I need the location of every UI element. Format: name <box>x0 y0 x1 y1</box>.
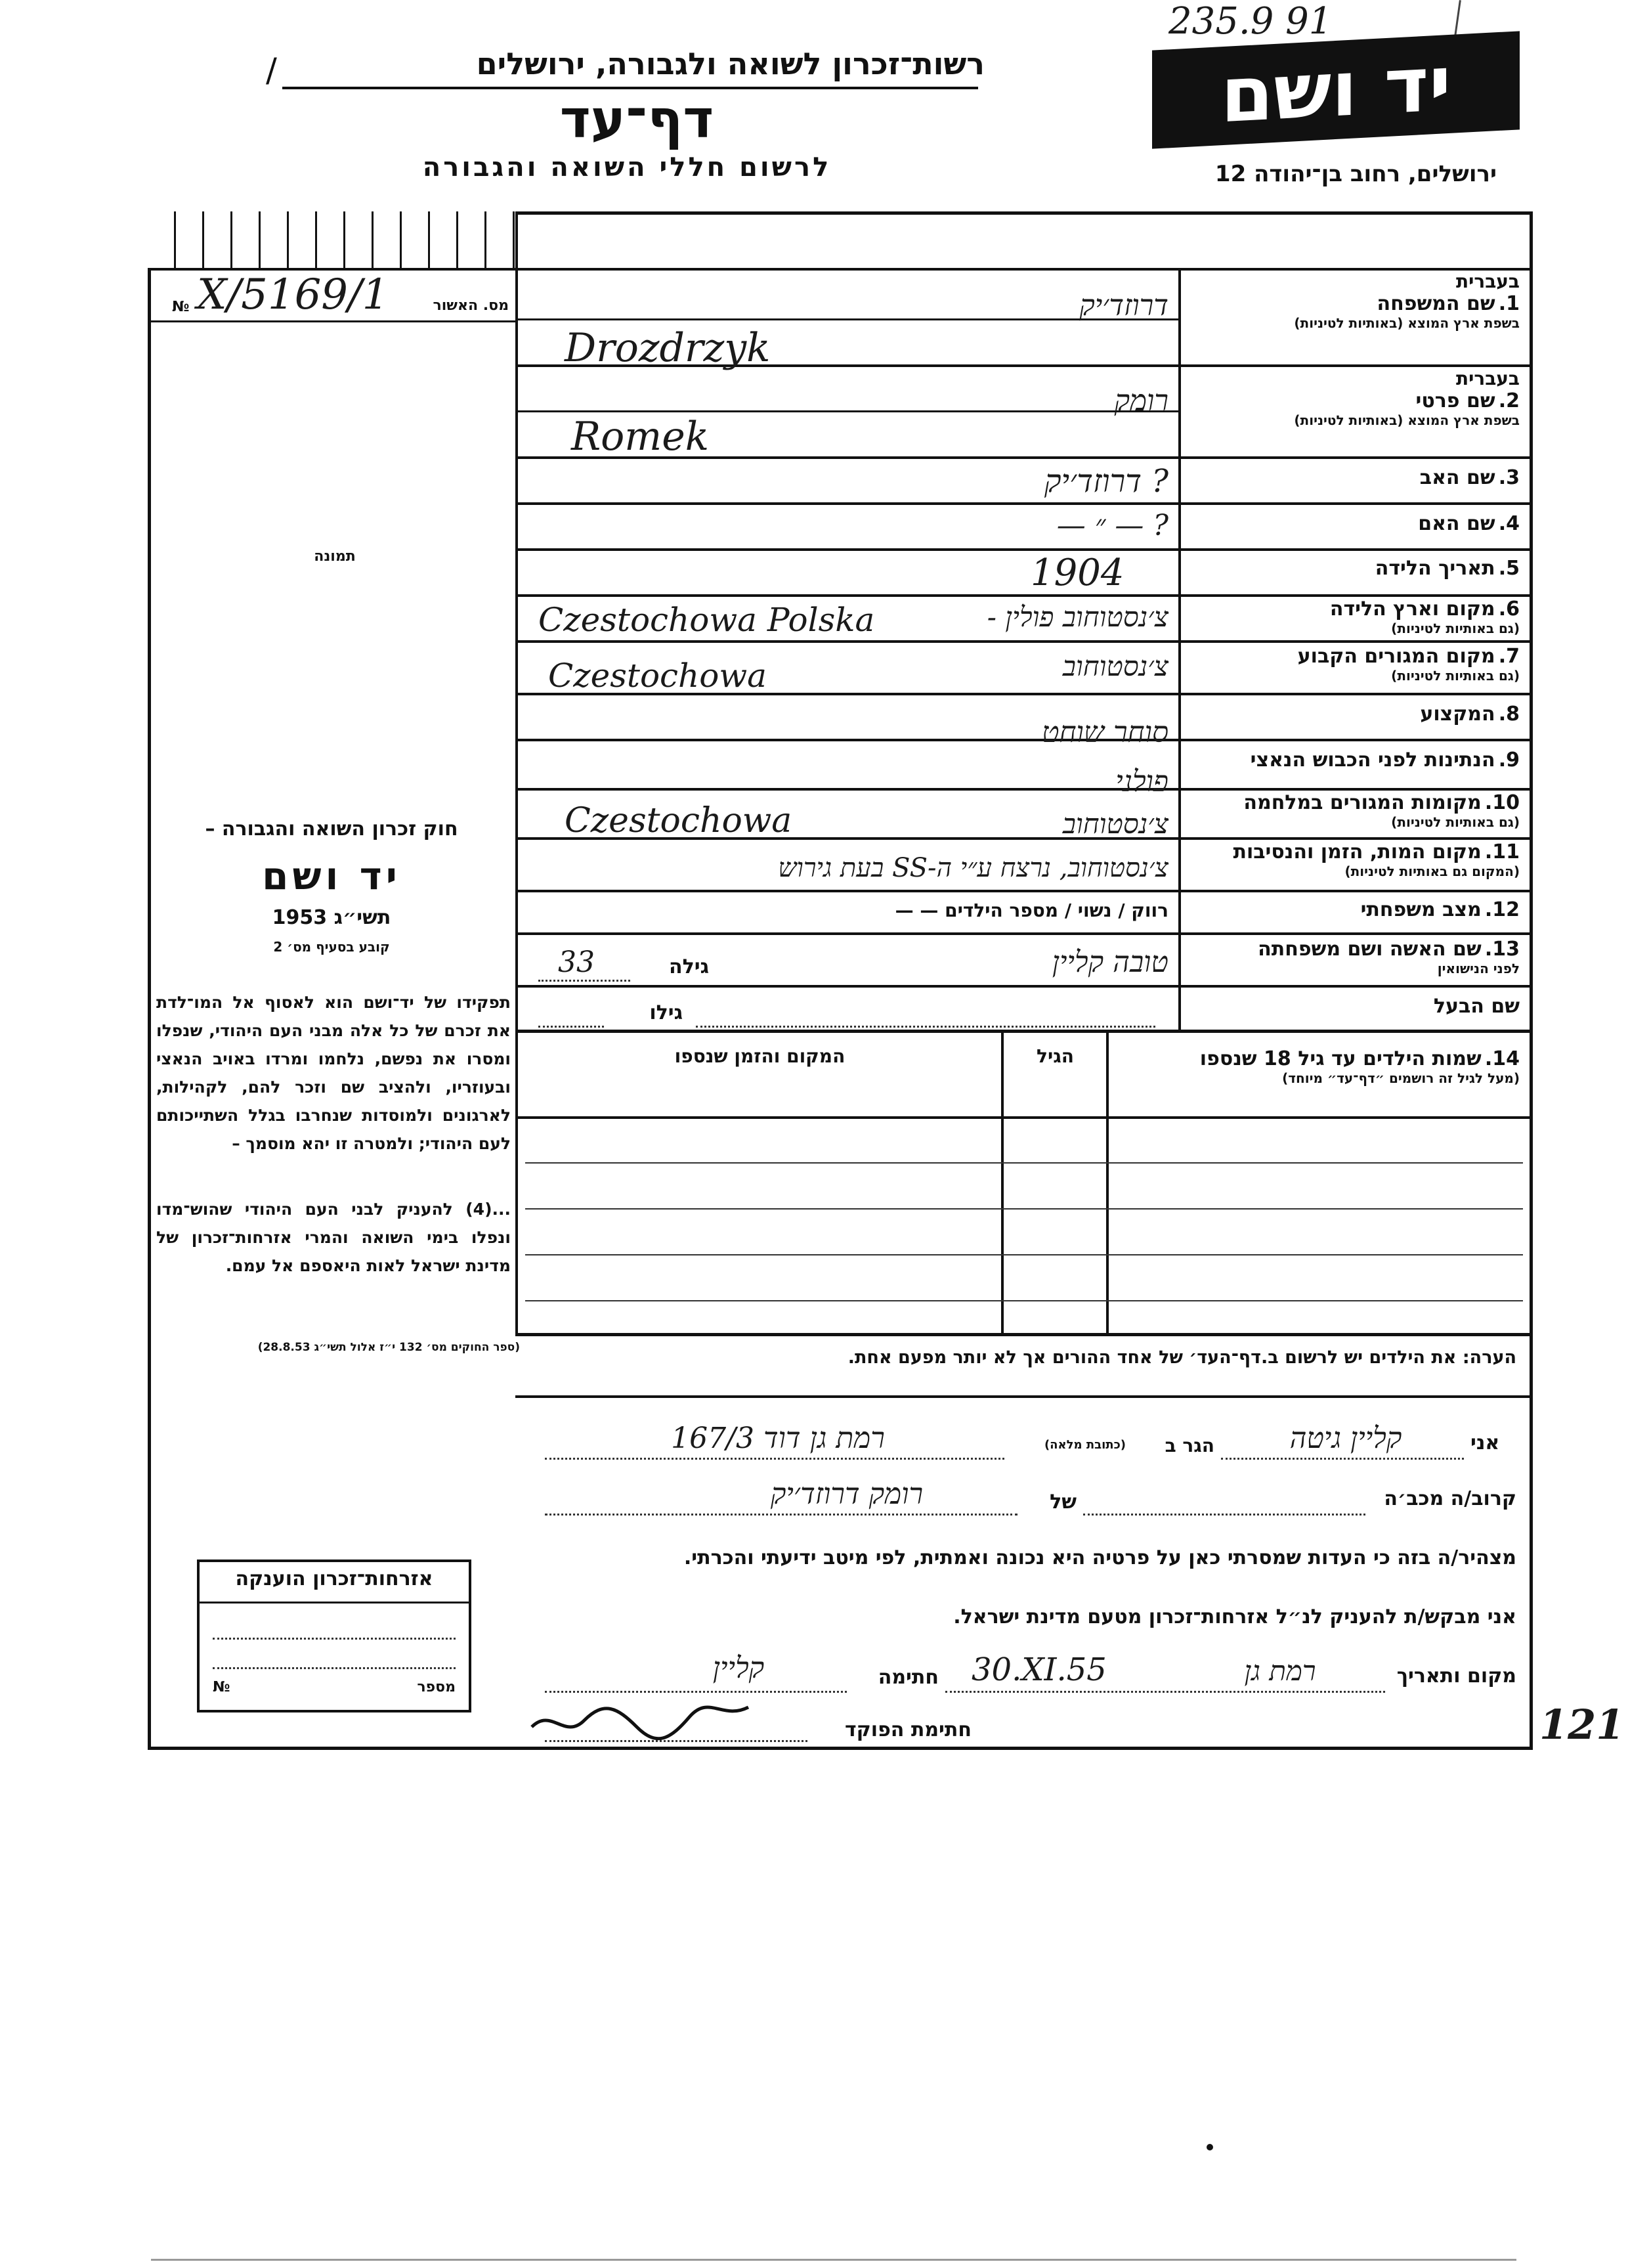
field-death-label: מקום המות, הזמן והנסיבות <box>1233 840 1482 863</box>
field-surname-sub: בשפת ארץ המוצא (באותיות לטיניות) <box>1294 315 1520 331</box>
field-mother-label: שם האם <box>1418 512 1495 535</box>
wartime-hebrew-value: צ׳נסטוחוב <box>1062 808 1168 840</box>
children-label: שמות הילדים עד גיל 18 שנספו <box>1199 1047 1482 1070</box>
field-profession-label: המקצוע <box>1420 703 1495 726</box>
children-col-age: הגיל <box>1037 1045 1074 1067</box>
decl-relative-value: רומק דרוזד׳יק <box>770 1477 924 1511</box>
children-sub: (מעל לגיל זה רושמים ״דף־עד״ מיוחד) <box>1282 1070 1520 1086</box>
citizenship-no-sign: № <box>213 1679 230 1695</box>
wife-value: טובה קליין <box>1052 946 1168 979</box>
frame-right <box>1530 211 1533 1748</box>
decl-ani: אני <box>1470 1431 1500 1454</box>
field-surname-lang: בעברית <box>1455 271 1520 292</box>
decl-name-value: קליין גיטה <box>1289 1422 1402 1455</box>
archive-number: 235.9 91 <box>1168 0 1333 43</box>
field-marital-label: מצב משפחתי <box>1360 898 1482 921</box>
stray-dot <box>1207 2144 1213 2150</box>
wartime-latin-value: Czestochowa <box>565 801 792 840</box>
field-nationality-num: 9. <box>1498 749 1520 772</box>
decl-place-date-label: מקום ותאריך <box>1396 1665 1516 1688</box>
field-firstname-sub: בשפת ארץ המוצא (באותיות לטיניות) <box>1294 412 1520 428</box>
field-nationality <box>1185 749 1520 772</box>
husband-age-label: גילו <box>649 1001 683 1024</box>
photo-label: תמונה <box>314 548 356 565</box>
yad-vashem-logo <box>1152 31 1520 148</box>
children-row-4 <box>525 1300 1523 1301</box>
children-row-1 <box>525 1162 1523 1164</box>
scan-edge-line <box>151 2259 1516 2261</box>
field-surname-label: שם המשפחה <box>1377 292 1495 315</box>
birthplace-hebrew-value: צ׳נסטוחוב פולין - <box>987 601 1168 633</box>
decl-shel: של <box>1050 1491 1077 1514</box>
nationality-value: פולני <box>1115 765 1168 798</box>
field-wife-label: שם האשה ושם משפחתה <box>1258 938 1482 961</box>
field-nationality-label: הנתינות לפני הכבוש הנאצי <box>1250 749 1495 772</box>
citizenship-divider <box>200 1602 469 1603</box>
field-mother <box>1185 512 1520 535</box>
field-birthdate-num: 5. <box>1498 557 1520 580</box>
decl-relation-dotted <box>1083 1514 1365 1516</box>
firstname-hebrew-value: רומק <box>1114 384 1168 418</box>
husband-name-dotted <box>696 1026 1155 1028</box>
field-wartime-label: מקומות המגורים במלחמה <box>1243 791 1482 814</box>
approval-label: מס. האשור <box>433 297 509 314</box>
field-residence <box>1185 645 1520 684</box>
field-father-num: 3. <box>1498 466 1520 489</box>
left-panel-divider <box>515 211 518 1334</box>
wife-age-dotted <box>538 980 630 982</box>
address: ירושלים, רחוב בן־יהודה 12 <box>1214 161 1497 187</box>
field-profession <box>1185 703 1520 726</box>
decl-relative-dotted <box>545 1514 1018 1516</box>
field-death-num: 11. <box>1484 840 1520 863</box>
authority-line: רשות־זכרון לשואה ולגבורה, ירושלים <box>476 46 985 81</box>
residence-hebrew-value: צ׳נסטוחוב <box>1062 650 1168 682</box>
field-firstname-lang: בעברית <box>1455 368 1520 389</box>
row-husband-end-line <box>515 1030 1533 1033</box>
law-source: (ספר החוקים מס׳ 132 י״ז אלול תשי״ג 28.8.53) <box>257 1341 520 1354</box>
field-residence-label: מקום המגורים הקבוע <box>1297 645 1495 668</box>
residence-latin-value: Czestochowa <box>548 657 767 695</box>
field-wartime-num: 10. <box>1484 791 1520 814</box>
field-father <box>1185 466 1520 489</box>
law-year: תשי״ג 1953 <box>272 906 391 929</box>
birthplace-latin-value: Czestochowa Polska <box>538 601 875 639</box>
field-mother-num: 4. <box>1498 512 1520 535</box>
top-strip-cells <box>148 211 515 268</box>
wife-age-label: גילה <box>669 955 709 978</box>
row3-end-line <box>515 502 1533 505</box>
row13-end-line <box>515 985 1533 988</box>
field-firstname-label: שם פרטי <box>1415 389 1495 412</box>
field-father-label: שם האב <box>1419 466 1495 489</box>
form-subtitle: לרשום חללי השואה והגבורה <box>422 152 832 183</box>
field-marital <box>1185 898 1520 921</box>
decl-date-value: 30.XI.55 <box>972 1651 1107 1688</box>
note-label: הערה: <box>1462 1347 1516 1368</box>
row11-end-line <box>515 890 1533 892</box>
decl-officer-label: חתימת הפוקד <box>845 1718 972 1741</box>
husband-age-dotted <box>538 1026 604 1028</box>
field-birthdate-label: תאריך הלידה <box>1375 557 1495 580</box>
row12-end-line <box>515 932 1533 935</box>
note <box>591 1347 1516 1368</box>
marital-value: רווק / נשוי / מספר הילדים — — <box>895 900 1168 921</box>
approval-line <box>148 320 515 322</box>
children-name-divider <box>1106 1030 1109 1335</box>
frame-bottom <box>148 1747 1533 1750</box>
birthdate-value: 1904 <box>1031 552 1125 594</box>
firstname-latin-value: Romek <box>571 414 710 460</box>
field-wife-sub: לפני הנישואין <box>1437 961 1520 976</box>
law-name: יד ושם <box>262 854 401 898</box>
citizenship-title: אזרחות־זכרון הוענקה <box>235 1567 433 1590</box>
law-text-2: ...(4) להעניק לבני העם היהודי שהוש־מדו ונפלו בימי השואה והמרי אזרחות־זכרון של מדינת ישראל לאות היאספם אל עמם. <box>156 1200 511 1275</box>
field-residence-sub: (גם באותיות לטיניות) <box>1391 668 1520 684</box>
field-firstname <box>1185 368 1520 428</box>
field-birthplace-label: מקום וארץ הלידה <box>1329 598 1495 621</box>
field-firstname-num: 2. <box>1498 389 1520 412</box>
field-birthplace-sub: (גם באותיות לטיניות) <box>1391 621 1520 636</box>
decl-statement: מצהיר/ה בזה כי העדות שמסרתי כאן על פרטיה היא נכונה ואמתית, לפי מיטב ידיעתי והכרתי. <box>683 1546 1516 1569</box>
frame-left <box>148 211 151 1748</box>
children-header-line <box>515 1116 1533 1119</box>
decl-name-dotted <box>1221 1458 1464 1460</box>
profession-value: סוחר שוחט <box>1042 716 1168 749</box>
children-age-divider <box>1001 1030 1004 1335</box>
note-bottom-line <box>515 1395 1533 1398</box>
approval-value: X/5169/1 <box>197 271 389 319</box>
field-profession-num: 8. <box>1498 703 1520 726</box>
field-surname-num: 1. <box>1498 292 1520 315</box>
row6-end-line <box>515 640 1533 643</box>
decl-address-hint: (כתובת מלאה) <box>1044 1438 1126 1452</box>
form-title: דף־עד <box>559 89 714 150</box>
death-value: צ׳נסטוחוב, נרצח ע״י ה-SS בעת גירוש <box>778 853 1168 883</box>
citizenship-line-2 <box>213 1667 456 1669</box>
field-residence-num: 7. <box>1498 645 1520 668</box>
mother-value: ? — ״ — <box>1056 509 1168 542</box>
decl-signature-value: קליין <box>712 1651 765 1685</box>
field-husband-label: שם הבעל <box>1433 995 1520 1018</box>
decl-address-value: רמת גן דוד 167/3 <box>671 1422 885 1455</box>
slash-mark: / <box>266 51 277 89</box>
children-num: 14. <box>1484 1047 1520 1070</box>
row5-end-line <box>515 594 1533 597</box>
field-marital-num: 12. <box>1484 898 1520 921</box>
page-number: 121 <box>1539 1701 1625 1749</box>
decl-request: אני מבקש/ת להעניק לנ״ל אזרחות־זכרון מטעם מדינת ישראל. <box>953 1605 1516 1628</box>
decl-signature-label: חתימה <box>878 1666 939 1689</box>
citizenship-box <box>197 1559 471 1712</box>
citizenship-number-label: מספר <box>417 1679 456 1695</box>
children-row-3 <box>525 1254 1523 1255</box>
field-birthdate <box>1185 557 1520 580</box>
field-wartime-sub: (גם באותיות לטיניות) <box>1391 814 1520 830</box>
law-text-1: תפקידו של יד־ושם הוא לאסוף אל המו־לדת את זכרם של כל אלה מבני העם היהודי, שנפלו ומסרו את נפשם, נלחמו ומרדו באויב הנאצי ובעוזריו, ולהציב שם וזכר להם, לקהילות, לארגונים ולמוסדות שנחרבו בגלל השתייכותם לעם היהודי; ולמטרה זו יהא מוסמך – <box>156 993 511 1153</box>
decl-gar-label: הגר ב <box>1165 1435 1214 1456</box>
children-col-place: המקום והזמן שנספו <box>674 1045 846 1067</box>
row4-end-line <box>515 548 1533 551</box>
wife-age-value: 33 <box>558 946 595 979</box>
decl-address-dotted <box>545 1458 1004 1460</box>
logo-text: יד ושם <box>1220 39 1451 141</box>
decl-relative-label: קרוב/ה מכב׳ה <box>1384 1487 1516 1510</box>
citizenship-line-1 <box>213 1638 456 1640</box>
surname-hebrew-value: דרוזד׳יק <box>1079 289 1168 322</box>
field-wife <box>1185 938 1520 976</box>
field-death-sub: (המקום גם באותיות לטיניות) <box>1344 863 1520 879</box>
field-birthplace-num: 6. <box>1498 598 1520 621</box>
law-title: חוק זכרון השואה והגבורה – <box>205 818 458 840</box>
decl-place-date-dotted <box>945 1691 1385 1693</box>
field-surname <box>1185 271 1520 331</box>
field-death <box>1185 840 1520 879</box>
note-top-line <box>515 1333 1533 1336</box>
father-value: ? דרוזד׳יק <box>1044 463 1168 500</box>
children-row-2 <box>525 1208 1523 1210</box>
label-column-divider <box>1178 268 1181 1030</box>
surname-latin-value: Drozdrzyk <box>565 325 771 371</box>
approval-no-sign: № <box>172 299 190 315</box>
law-clause: קובע בסעיף מס׳ 2 <box>273 939 390 955</box>
field-wartime-residence <box>1185 791 1520 830</box>
note-text: את הילדים יש לרשום ב.דף־העד׳ של אחד ההורים אך לא יותר מפעם אחת. <box>847 1347 1457 1368</box>
officer-signature-scribble <box>525 1681 801 1747</box>
field-birthplace <box>1185 598 1520 636</box>
field-wife-num: 13. <box>1484 938 1520 961</box>
field-husband <box>1185 995 1520 1018</box>
children-header <box>1116 1047 1520 1086</box>
decl-place-value: רמת גן <box>1244 1655 1316 1687</box>
